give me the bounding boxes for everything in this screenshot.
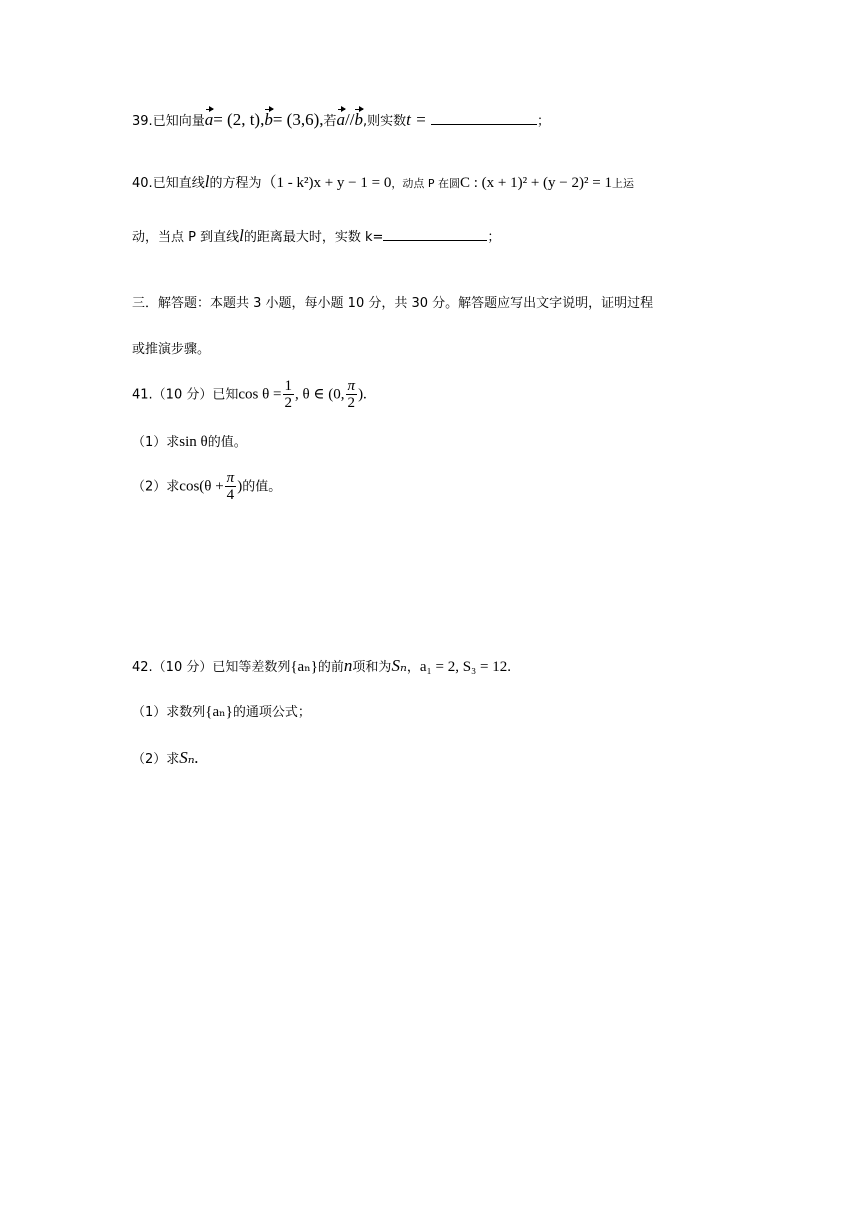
q41-part1-label: （1）求 (132, 435, 180, 450)
q40-line2-a: 动，当点 P 到直线 (132, 230, 240, 245)
q42-part2-label: （2）求 (132, 752, 180, 767)
q40-text1: 已知直线 (152, 176, 205, 191)
q40-var-l-2: l (239, 226, 244, 245)
q40-line2-b: 的距离最大时，实数 k= (243, 230, 384, 245)
q42-part-2 (132, 748, 775, 770)
q40-var-l: l (204, 172, 210, 191)
question-39 (132, 110, 775, 132)
q40-text3: ，动点 P 在圆 (391, 177, 460, 190)
q40-line-equation: （1 - k²)x + y − 1 = 0 (261, 175, 392, 191)
q41-part2-close: ) (237, 478, 243, 495)
q42-part1-end: 的通项公式； (232, 705, 311, 720)
q41-part-1 (132, 432, 775, 453)
q39-expr-b: = (3,6), (272, 110, 324, 129)
q42-text3: 项和为 (352, 660, 392, 675)
q42-given: a₁ = 2, S₃ = 12. (419, 659, 511, 675)
q39-number: 39. (132, 114, 153, 129)
q41-part2-expr: cos(θ + (179, 478, 224, 495)
q41-theta-in: , θ ∈ (0, (295, 386, 345, 403)
q39-then: ,则实数 (362, 114, 407, 129)
section-3-heading: 三．解答题：本题共 3 小题，每小题 10 分，共 30 分。解答题应写出文字说明，证明过程 (132, 296, 654, 311)
question-40 (132, 172, 775, 194)
q41-header: 41.（10 分）已知 (132, 387, 239, 403)
vector-b: b (264, 110, 273, 129)
q41-part2-label: （2）求 (132, 479, 180, 495)
q42-separator: ， (406, 660, 420, 675)
q40-text4: 上运 (611, 177, 634, 190)
q39-if: 若 (323, 114, 337, 129)
q39-parallel: // (345, 110, 355, 129)
q41-cos-theta: cos θ = (238, 386, 282, 403)
q41-part2-end: 的值。 (242, 479, 282, 495)
vector-b-2: b (354, 110, 363, 129)
q41-fraction-pi-2: $\frac{\pi}{2}$ (347, 378, 356, 411)
q41-part1-expr: sin θ (179, 434, 208, 450)
q40-circle-equation: C : (x + 1)² + (y − 2)² = 1 (459, 175, 612, 191)
q42-header: 42.（10 分）已知等差数列 (132, 660, 291, 675)
q40-answer-blank[interactable] (383, 240, 487, 241)
q39-var-t: t = (406, 110, 427, 129)
section-3-heading-cont: 或推演步骤。 (132, 342, 211, 357)
q39-expr-a: = (2, t), (213, 110, 265, 129)
q42-sequence: {aₙ} (290, 659, 318, 675)
q42-part2-expr: Sₙ. (179, 748, 199, 767)
q42-text2: 的前 (317, 660, 344, 675)
q39-end: ； (537, 114, 551, 129)
q39-answer-blank[interactable] (431, 124, 537, 125)
question-40-line2 (132, 226, 775, 248)
q41-part1-end: 的值。 (207, 435, 247, 450)
q39-text: 已知向量 (152, 114, 205, 129)
vector-a-2: a (336, 110, 346, 129)
q40-number: 40. (132, 176, 153, 191)
q40-end: ； (487, 230, 501, 245)
q42-sn: Sₙ (391, 656, 407, 675)
vector-a: a (204, 110, 214, 129)
q41-part-2 (132, 470, 775, 504)
q41-close: ). (358, 386, 367, 403)
q40-text2: 的方程为 (209, 176, 262, 191)
q41-fraction-half: $\frac{1}{2}$ (284, 378, 292, 411)
q42-part1-seq: {aₙ} (205, 704, 233, 720)
question-41 (132, 378, 775, 412)
q42-var-n: n (343, 656, 353, 675)
q42-part-1 (132, 702, 775, 723)
q42-part1-label: （1）求数列 (132, 705, 206, 720)
question-42 (132, 656, 775, 678)
q41-fraction-pi-4: $\frac{\pi}{4}$ (226, 470, 235, 503)
